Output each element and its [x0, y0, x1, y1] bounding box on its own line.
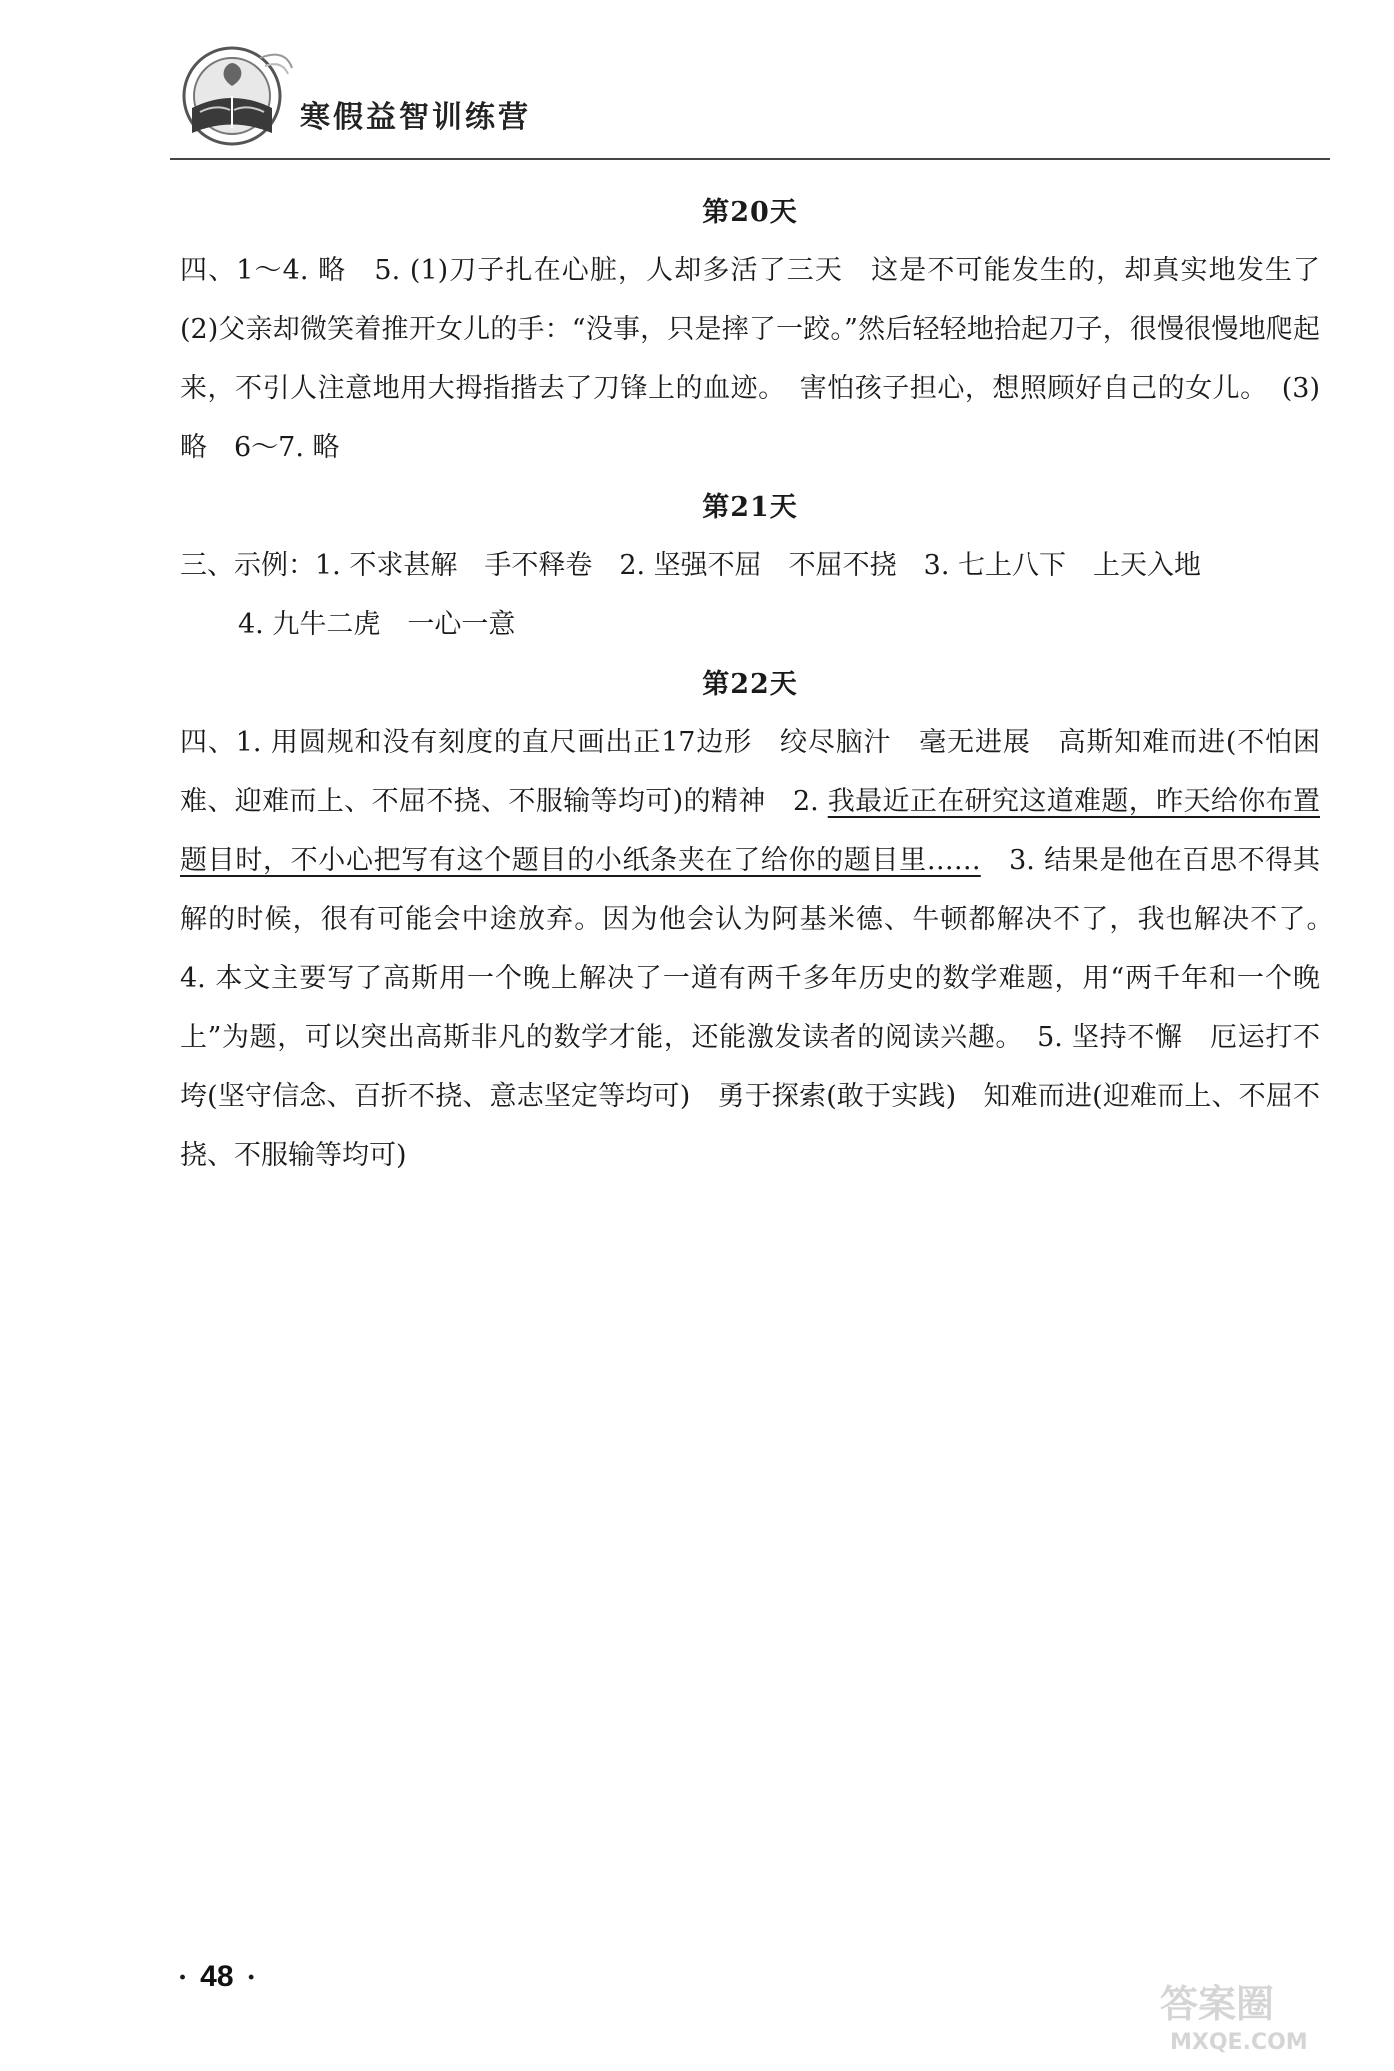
day-22-answers-part-b: 3. 结果是他在百思不得其解的时候，很有可能会中途放弃。因为他会认为阿基米德、牛顿都解决不了，我也解决不了。 4. 本文主要写了高斯用一个晚上解决了一道有两千多年历史的数学难题，用“两千年和一个晚上”为题，可以突出高斯非凡的数学才能，还能激发读者的阅读兴趣。 5. 坚持不懈 厄运打不垮(坚守信念、百折不挠、意志坚定等均可) 勇于探索(敢于实践) 知难而进(迎难而上、不屈不挠、不服输等均可) [180, 845, 1347, 1171]
open-book-emblem-icon [170, 38, 300, 158]
day-20-heading: 第20天 [702, 197, 798, 228]
watermark-text-cn: 答案圈 [1160, 1982, 1275, 2026]
page-number: 48 [200, 1960, 234, 1993]
page-footer [170, 1960, 264, 1994]
day-21-answers-line-1: 三、示例：1. 不求甚解 手不释卷 2. 坚强不屈 不屈不挠 3. 七上八下 上天入地 [180, 550, 1202, 581]
day-21-heading: 第21天 [702, 492, 798, 523]
site-watermark [1150, 1975, 1370, 2055]
day-22-answers-part-a: 四、1. 用圆规和没有刻度的直尺画出正17边形 绞尽脑汁 毫无进展 高斯知难而进(不怕困难、迎难而上、不屈不挠、不服输等均可)的精神 2. [180, 727, 1320, 817]
day-21-answers-line-2: 4. 九牛二虎 一心一意 [238, 609, 516, 640]
day-22-underlined-answer: 我最近正在研究这道难题，昨天给你布置题目时，不小心把写有这个题目的小纸条夹在了给你的题目里…… [180, 786, 1320, 876]
book-title: 寒假益智训练营 [300, 100, 531, 135]
header-divider [170, 158, 1330, 160]
watermark-text-en: MXQE.COM [1170, 2030, 1308, 2055]
day-20-answers: 四、1～4. 略 5. (1)刀子扎在心脏，人却多活了三天 这是不可能发生的，却真实地发生了 (2)父亲却微笑着推开女儿的手：“没事，只是摔了一跤。”然后轻轻地拾起刀子，很慢很慢地爬起来，不引人注意地用大拇指揩去了刀锋上的血迹。 害怕孩子担心，想照顾好自己的女儿。 (3)略 6～7. 略 [180, 255, 1347, 463]
day-22-heading: 第22天 [702, 669, 798, 700]
page-header [170, 30, 1330, 165]
page-dot-right: · [246, 1963, 256, 1993]
answer-content [180, 180, 1347, 1185]
page-dot-left: · [178, 1963, 188, 1993]
day-22-answers [180, 713, 1347, 1185]
